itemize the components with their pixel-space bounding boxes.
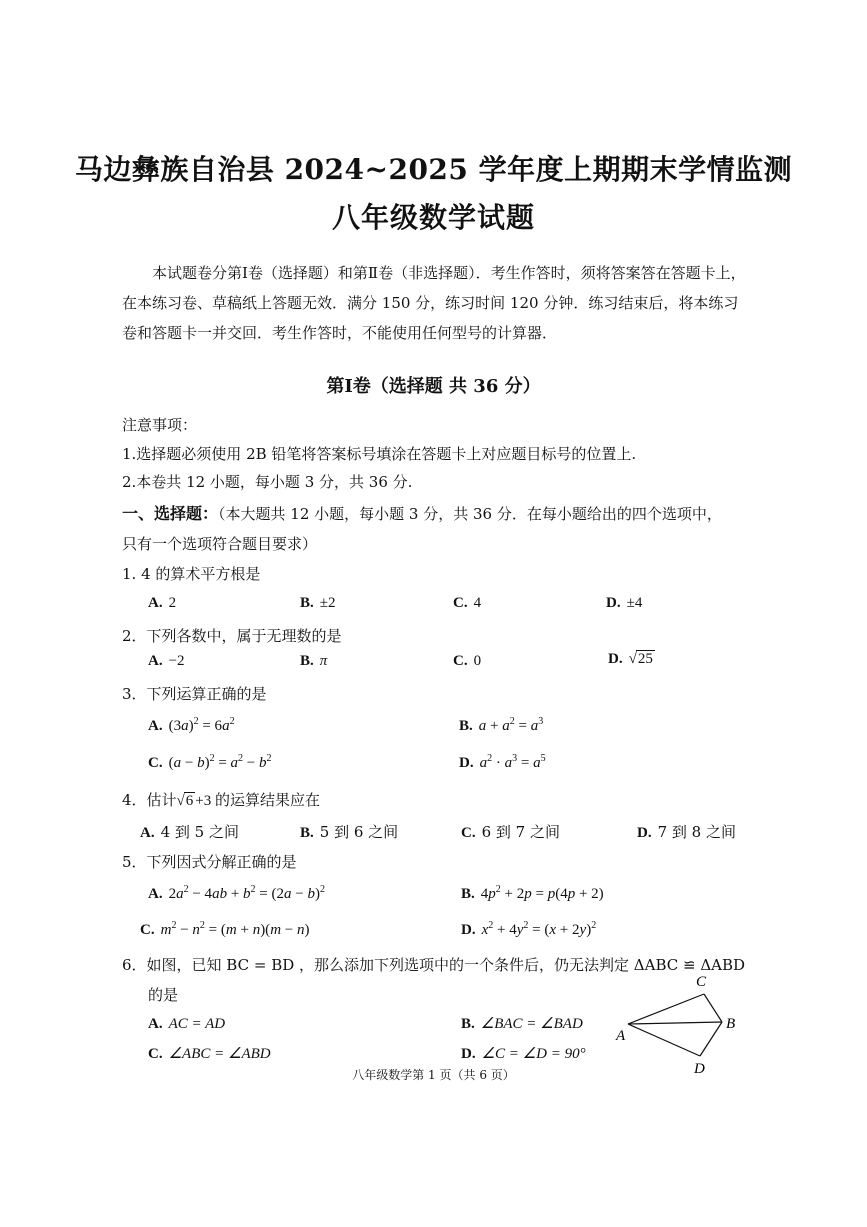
label-c: C — [696, 974, 707, 990]
segment-cb — [704, 994, 722, 1022]
q5-option-a: A. $2a^2 - 4ab + b^2 = (2a - b)^2$ — [148, 884, 325, 902]
part-description-cont: 只有一个选项符合题目要求） — [122, 535, 318, 553]
segment-ad — [628, 1024, 700, 1056]
q1-option-b: B. ±2 — [300, 595, 336, 611]
part-heading — [122, 501, 722, 524]
segment-ab — [628, 1022, 722, 1024]
q4-option-d: D. 7 到 8 之间 — [637, 823, 736, 841]
q4-option-b: B. 5 到 6 之间 — [300, 823, 399, 841]
q5-option-b: B. $4p^2 + 2p = p(4p + 2)$ — [461, 884, 604, 902]
q2-option-c: C. 0 — [453, 653, 482, 669]
q6-option-d: D. ∠C = ∠D = 90° — [461, 1046, 586, 1062]
label-d: D — [694, 1061, 705, 1077]
q1-stem: 1. 4 的算术平方根是 — [122, 565, 261, 583]
q6-option-b: B. ∠BAC = ∠BAD — [461, 1016, 583, 1032]
q2-option-a: A. −2 — [148, 653, 185, 669]
part-label: 一、选择题： — [122, 504, 219, 523]
exam-title: 马边彝族自治县 2024~2025 学年度上期期末学情监测 — [74, 153, 793, 186]
label-b: B — [726, 1016, 736, 1032]
q5-option-d: D. $x^2 + 4y^2 = (x + 2y)^2$ — [461, 920, 597, 938]
q5-option-c: C. $m^2 - n^2 = (m + n)(m - n)$ — [140, 920, 310, 938]
section-heading: 第Ⅰ卷（选择题 共 36 分） — [326, 376, 541, 397]
page-footer: 八年级数学第 1 页（共 6 页） — [352, 1068, 515, 1082]
exam-subtitle: 八年级数学试题 — [331, 201, 535, 234]
q5-stem: 5．下列因式分解正确的是 — [122, 853, 297, 871]
label-a: A — [616, 1028, 626, 1044]
q3-option-b: B. $a + a^2 = a^3$ — [459, 716, 544, 734]
q3-option-d: D. $a^2 \cdot a^3 = a^5$ — [459, 753, 546, 771]
triangle-figure — [610, 970, 745, 1078]
q4-option-c: C. 6 到 7 之间 — [461, 823, 560, 841]
notice-item-1: 1.选择题必须使用 2B 铅笔将答案标号填涂在答题卡上对应题目标号的位置上. — [122, 445, 637, 463]
notice-item-2: 2.本卷共 12 小题，每小题 3 分，共 36 分. — [122, 473, 413, 491]
q6-option-a: A. AC = AD — [148, 1016, 226, 1032]
part-description: （本大题共 12 小题，每小题 3 分，共 36 分．在每小题给出的四个选项中， — [218, 505, 722, 523]
q1-option-c: C. 4 — [453, 595, 482, 611]
q6-option-c: C. ∠ABC = ∠ABD — [148, 1046, 271, 1062]
radicand: 25 — [637, 651, 653, 667]
q2-option-b: B. π — [300, 653, 328, 669]
q2-option-d: D. √25 — [608, 651, 653, 667]
q4-stem: 4．估计√6 +3 的运算结果应在 — [122, 791, 320, 809]
q3-option-c: C. $(a - b)^2 = a^2 - b^2$ — [148, 753, 272, 771]
notice-title: 注意事项： — [122, 416, 198, 434]
q4-option-a: A. 4 到 5 之间 — [140, 823, 239, 841]
q6-stem: 6．如图，已知 BC = BD ，那么添加下列选项中的一个条件后，仍无法判定 ΔABC ≌ ΔABD — [122, 956, 746, 974]
segment-ac — [628, 994, 704, 1024]
q3-option-a: A. $(3a)^2 = 6a^2$ — [148, 716, 235, 734]
q3-stem: 3．下列运算正确的是 — [122, 685, 267, 703]
q6-stem-cont: 的是 — [148, 986, 179, 1004]
q1-option-d: D. ±4 — [606, 595, 643, 611]
q1-option-a: A. 2 — [148, 595, 177, 611]
segment-db — [700, 1022, 722, 1056]
intro-paragraph: 本试题卷分第Ⅰ卷（选择题）和第Ⅱ卷（非选择题）．考生作答时，须将答案答在答题卡上，在本练习卷、草稿纸上答题无效．满分 150 分，练习时间 120 分钟．练习结束后，将本练习卷和答题卡一并交回．考生作答时，不能使用任何型号的计算器． — [122, 264, 746, 342]
q2-stem: 2．下列各数中，属于无理数的是 — [122, 627, 342, 645]
